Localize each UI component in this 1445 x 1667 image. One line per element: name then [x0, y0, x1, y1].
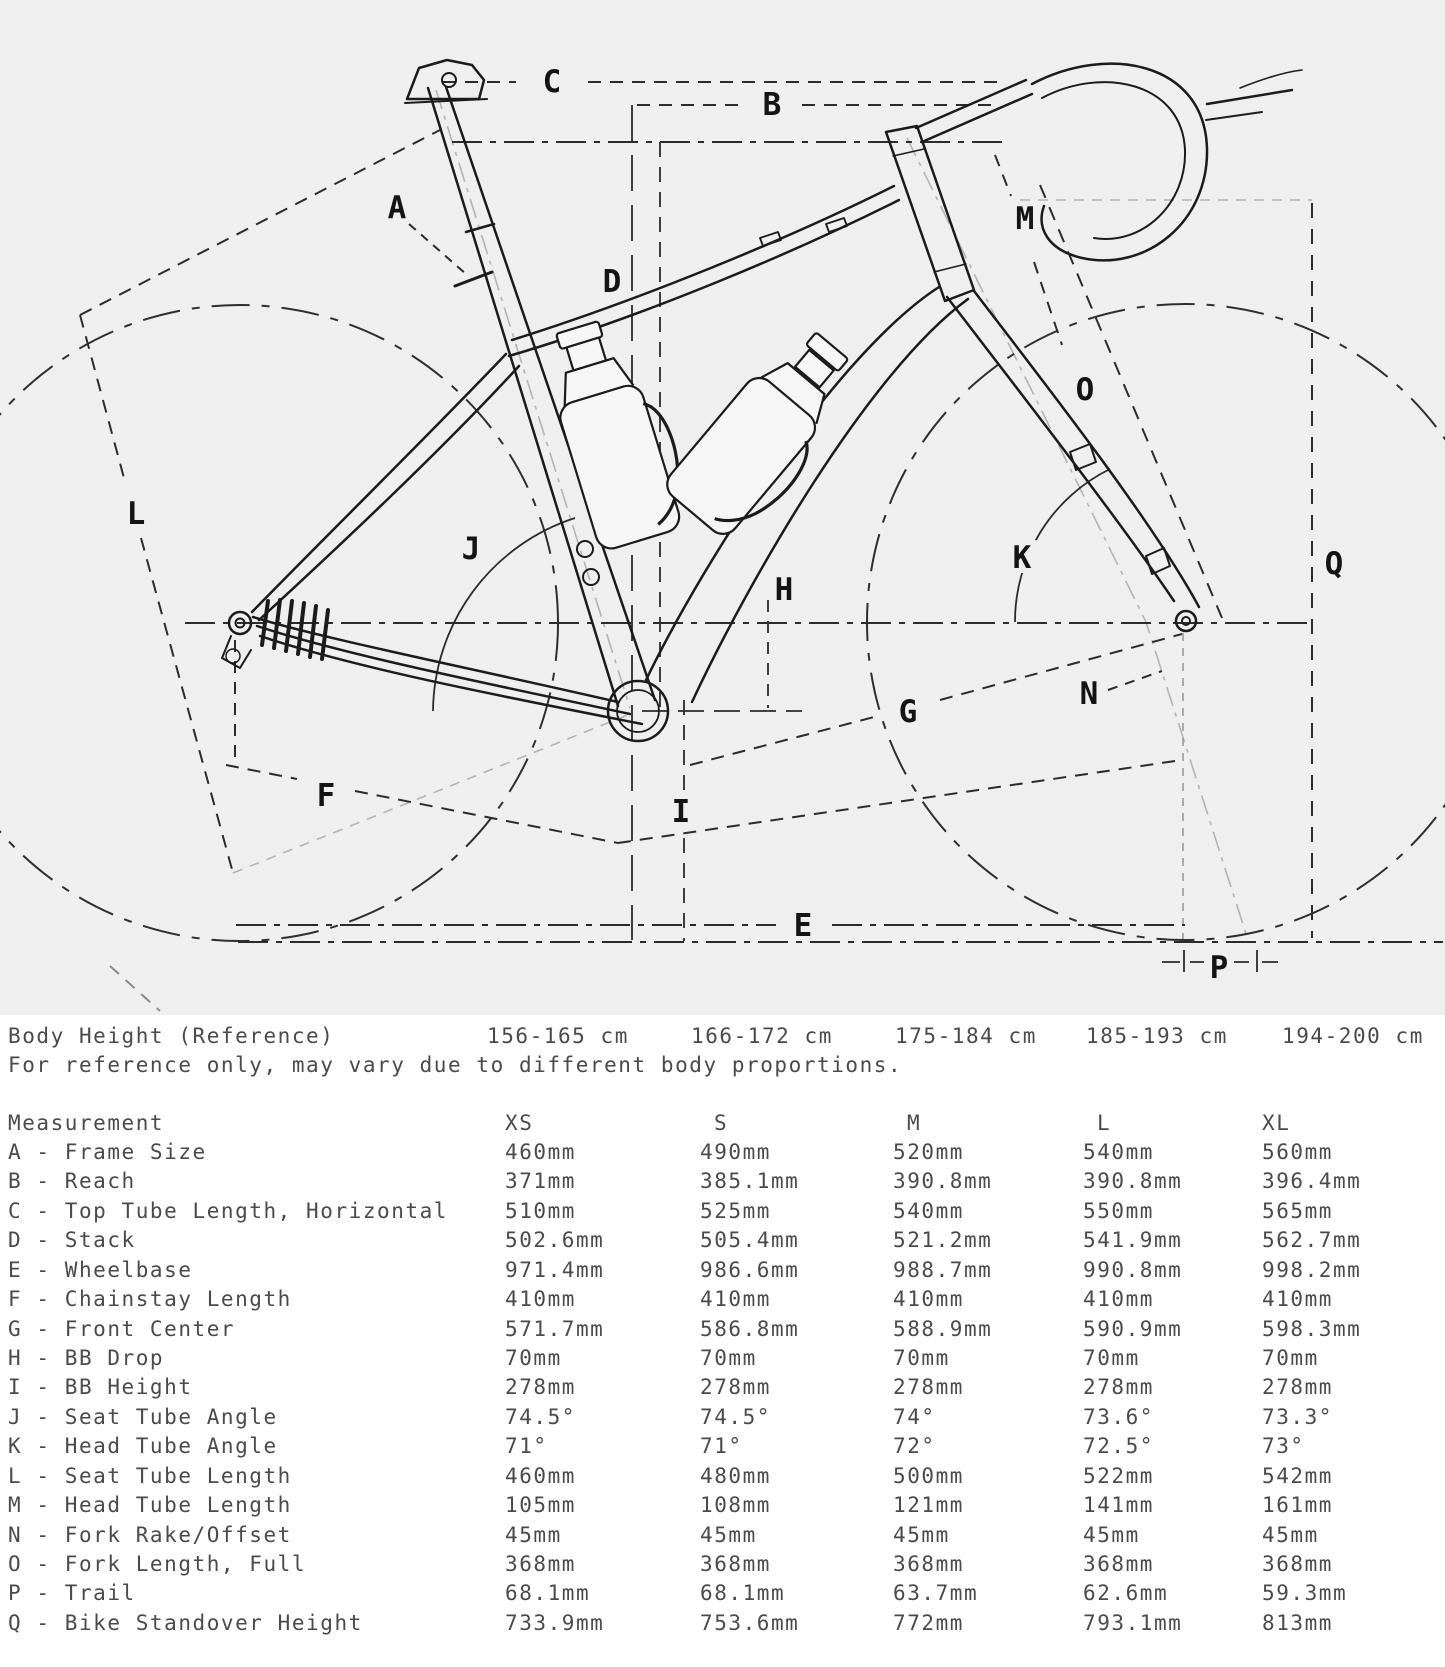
column-header-s: S	[714, 1111, 729, 1135]
table-row	[0, 1227, 1445, 1255]
reference-note: For reference only, may vary due to different body proportions.	[8, 1053, 903, 1077]
measurement-value: 371mm	[505, 1169, 576, 1193]
measurement-value: 278mm	[505, 1375, 576, 1399]
measurement-label: H - BB Drop	[8, 1346, 165, 1370]
body-height-range-s: 166-172 cm	[691, 1024, 833, 1048]
measurement-label: J - Seat Tube Angle	[8, 1405, 278, 1429]
measurement-value: 562.7mm	[1262, 1228, 1362, 1252]
measurement-label: N - Fork Rake/Offset	[8, 1523, 292, 1547]
column-header-m: M	[907, 1111, 922, 1135]
measurement-value: 396.4mm	[1262, 1169, 1362, 1193]
measurement-value: 990.8mm	[1083, 1258, 1183, 1282]
measurement-value: 278mm	[893, 1375, 964, 1399]
measurement-value: 368mm	[1262, 1552, 1333, 1576]
table-row	[0, 1257, 1445, 1285]
measurement-value: 63.7mm	[893, 1581, 979, 1605]
measurement-value: 410mm	[1262, 1287, 1333, 1311]
table-row	[0, 1463, 1445, 1491]
measurement-value: 510mm	[505, 1199, 576, 1223]
measurement-label: G - Front Center	[8, 1317, 236, 1341]
measurement-value: 490mm	[700, 1140, 771, 1164]
measurement-value: 45mm	[700, 1523, 757, 1547]
table-row	[0, 1374, 1445, 1402]
measurement-value: 505.4mm	[700, 1228, 800, 1252]
measurement-label: B - Reach	[8, 1169, 136, 1193]
measurement-value: 278mm	[1262, 1375, 1333, 1399]
measurement-label: M - Head Tube Length	[8, 1493, 292, 1517]
measurement-value: 71°	[700, 1434, 743, 1458]
measurement-label: L - Seat Tube Length	[8, 1464, 292, 1488]
measurement-value: 550mm	[1083, 1199, 1154, 1223]
measurement-value: 500mm	[893, 1464, 964, 1488]
measurement-value: 540mm	[893, 1199, 964, 1223]
measurement-value: 520mm	[893, 1140, 964, 1164]
diagram-label-j: J	[461, 531, 481, 567]
diagram-label-d: D	[602, 264, 622, 300]
measurement-value: 586.8mm	[700, 1317, 800, 1341]
measurement-value: 121mm	[893, 1493, 964, 1517]
column-header-l: L	[1097, 1111, 1112, 1135]
measurement-value: 522mm	[1083, 1464, 1154, 1488]
measurement-value: 70mm	[700, 1346, 757, 1370]
table-row	[0, 1316, 1445, 1344]
measurement-value: 385.1mm	[700, 1169, 800, 1193]
diagram-label-b: B	[762, 87, 782, 123]
measurement-value: 368mm	[700, 1552, 771, 1576]
measurement-value: 70mm	[1262, 1346, 1319, 1370]
measurement-value: 59.3mm	[1262, 1581, 1348, 1605]
measurement-value: 70mm	[1083, 1346, 1140, 1370]
diagram-label-h: H	[774, 572, 794, 608]
diagram-label-f: F	[316, 778, 336, 814]
body-height-row	[0, 1023, 1445, 1051]
measurement-value: 480mm	[700, 1464, 771, 1488]
measurement-value: 410mm	[893, 1287, 964, 1311]
table-row	[0, 1286, 1445, 1314]
measurement-value: 502.6mm	[505, 1228, 605, 1252]
measurement-value: 460mm	[505, 1140, 576, 1164]
measurement-value: 753.6mm	[700, 1611, 800, 1635]
measurement-value: 278mm	[1083, 1375, 1154, 1399]
measurement-value: 813mm	[1262, 1611, 1333, 1635]
measurement-value: 71°	[505, 1434, 548, 1458]
body-height-range-l: 185-193 cm	[1086, 1024, 1228, 1048]
measurement-label: E - Wheelbase	[8, 1258, 193, 1282]
measurement-value: 73.3°	[1262, 1405, 1333, 1429]
measurement-value: 565mm	[1262, 1199, 1333, 1223]
measurement-label: I - BB Height	[8, 1375, 193, 1399]
table-row	[0, 1492, 1445, 1520]
measurement-value: 733.9mm	[505, 1611, 605, 1635]
measurement-value: 141mm	[1083, 1493, 1154, 1517]
measurement-value: 590.9mm	[1083, 1317, 1183, 1341]
measurement-value: 390.8mm	[1083, 1169, 1183, 1193]
measurement-value: 108mm	[700, 1493, 771, 1517]
measurement-value: 588.9mm	[893, 1317, 993, 1341]
measurement-value: 988.7mm	[893, 1258, 993, 1282]
measurement-value: 410mm	[700, 1287, 771, 1311]
measurement-value: 68.1mm	[505, 1581, 591, 1605]
table-row	[0, 1580, 1445, 1608]
measurement-value: 410mm	[1083, 1287, 1154, 1311]
measurement-value: 105mm	[505, 1493, 576, 1517]
body-height-range-m: 175-184 cm	[895, 1024, 1037, 1048]
measurement-label: F - Chainstay Length	[8, 1287, 292, 1311]
table-row	[0, 1168, 1445, 1196]
column-header-xs: XS	[505, 1111, 534, 1135]
diagram-label-p: P	[1209, 950, 1229, 986]
measurement-value: 70mm	[505, 1346, 562, 1370]
measurement-value: 540mm	[1083, 1140, 1154, 1164]
column-header-measurement: Measurement	[8, 1111, 165, 1135]
diagram-label-c: C	[542, 64, 562, 100]
measurement-value: 73.6°	[1083, 1405, 1154, 1429]
diagram-label-a: A	[387, 190, 407, 226]
diagram-label-i: I	[671, 794, 691, 830]
measurement-value: 460mm	[505, 1464, 576, 1488]
table-row	[0, 1522, 1445, 1550]
measurement-value: 521.2mm	[893, 1228, 993, 1252]
column-header-xl: XL	[1262, 1111, 1291, 1135]
measurement-value: 45mm	[1083, 1523, 1140, 1547]
measurement-value: 368mm	[1083, 1552, 1154, 1576]
measurement-value: 560mm	[1262, 1140, 1333, 1164]
reference-note-row	[0, 1052, 1445, 1080]
diagram-label-e: E	[793, 908, 813, 944]
diagram-label-o: O	[1075, 372, 1095, 408]
measurement-value: 410mm	[505, 1287, 576, 1311]
measurement-value: 541.9mm	[1083, 1228, 1183, 1252]
measurement-value: 70mm	[893, 1346, 950, 1370]
measurement-label: P - Trail	[8, 1581, 136, 1605]
measurement-value: 368mm	[505, 1552, 576, 1576]
diagram-label-g: G	[898, 694, 918, 730]
measurement-value: 571.7mm	[505, 1317, 605, 1341]
measurement-label: C - Top Tube Length, Horizontal	[8, 1199, 448, 1223]
measurement-label: D - Stack	[8, 1228, 136, 1252]
measurement-value: 278mm	[700, 1375, 771, 1399]
measurement-value: 598.3mm	[1262, 1317, 1362, 1341]
measurement-value: 72.5°	[1083, 1434, 1154, 1458]
measurement-value: 793.1mm	[1083, 1611, 1183, 1635]
body-height-label: Body Height (Reference)	[8, 1024, 335, 1048]
body-height-range-xs: 156-165 cm	[487, 1024, 629, 1048]
measurement-value: 525mm	[700, 1199, 771, 1223]
table-header-row	[0, 1110, 1445, 1138]
measurement-value: 998.2mm	[1262, 1258, 1362, 1282]
measurement-label: Q - Bike Standover Height	[8, 1611, 363, 1635]
body-height-range-xl: 194-200 cm	[1282, 1024, 1424, 1048]
measurement-value: 62.6mm	[1083, 1581, 1169, 1605]
measurement-value: 390.8mm	[893, 1169, 993, 1193]
diagram-label-l: L	[126, 496, 146, 532]
diagram-label-n: N	[1079, 676, 1099, 712]
table-row	[0, 1345, 1445, 1373]
diagram-label-m: M	[1015, 201, 1035, 237]
measurement-label: K - Head Tube Angle	[8, 1434, 278, 1458]
measurement-value: 971.4mm	[505, 1258, 605, 1282]
table-row	[0, 1610, 1445, 1638]
measurement-value: 74.5°	[505, 1405, 576, 1429]
table-row	[0, 1433, 1445, 1461]
measurement-label: A - Frame Size	[8, 1140, 207, 1164]
measurement-value: 772mm	[893, 1611, 964, 1635]
measurement-value: 161mm	[1262, 1493, 1333, 1517]
measurement-value: 68.1mm	[700, 1581, 786, 1605]
table-row	[0, 1139, 1445, 1167]
measurement-value: 45mm	[1262, 1523, 1319, 1547]
measurement-value: 986.6mm	[700, 1258, 800, 1282]
measurement-value: 45mm	[505, 1523, 562, 1547]
table-row	[0, 1551, 1445, 1579]
measurement-value: 74.5°	[700, 1405, 771, 1429]
measurement-value: 45mm	[893, 1523, 950, 1547]
measurement-value: 368mm	[893, 1552, 964, 1576]
diagram-label-k: K	[1012, 540, 1032, 576]
table-row	[0, 1404, 1445, 1432]
diagram-label-q: Q	[1324, 546, 1344, 582]
table-row	[0, 1198, 1445, 1226]
measurement-label: O - Fork Length, Full	[8, 1552, 307, 1576]
measurement-value: 73°	[1262, 1434, 1305, 1458]
measurement-value: 74°	[893, 1405, 936, 1429]
measurement-value: 542mm	[1262, 1464, 1333, 1488]
measurement-value: 72°	[893, 1434, 936, 1458]
